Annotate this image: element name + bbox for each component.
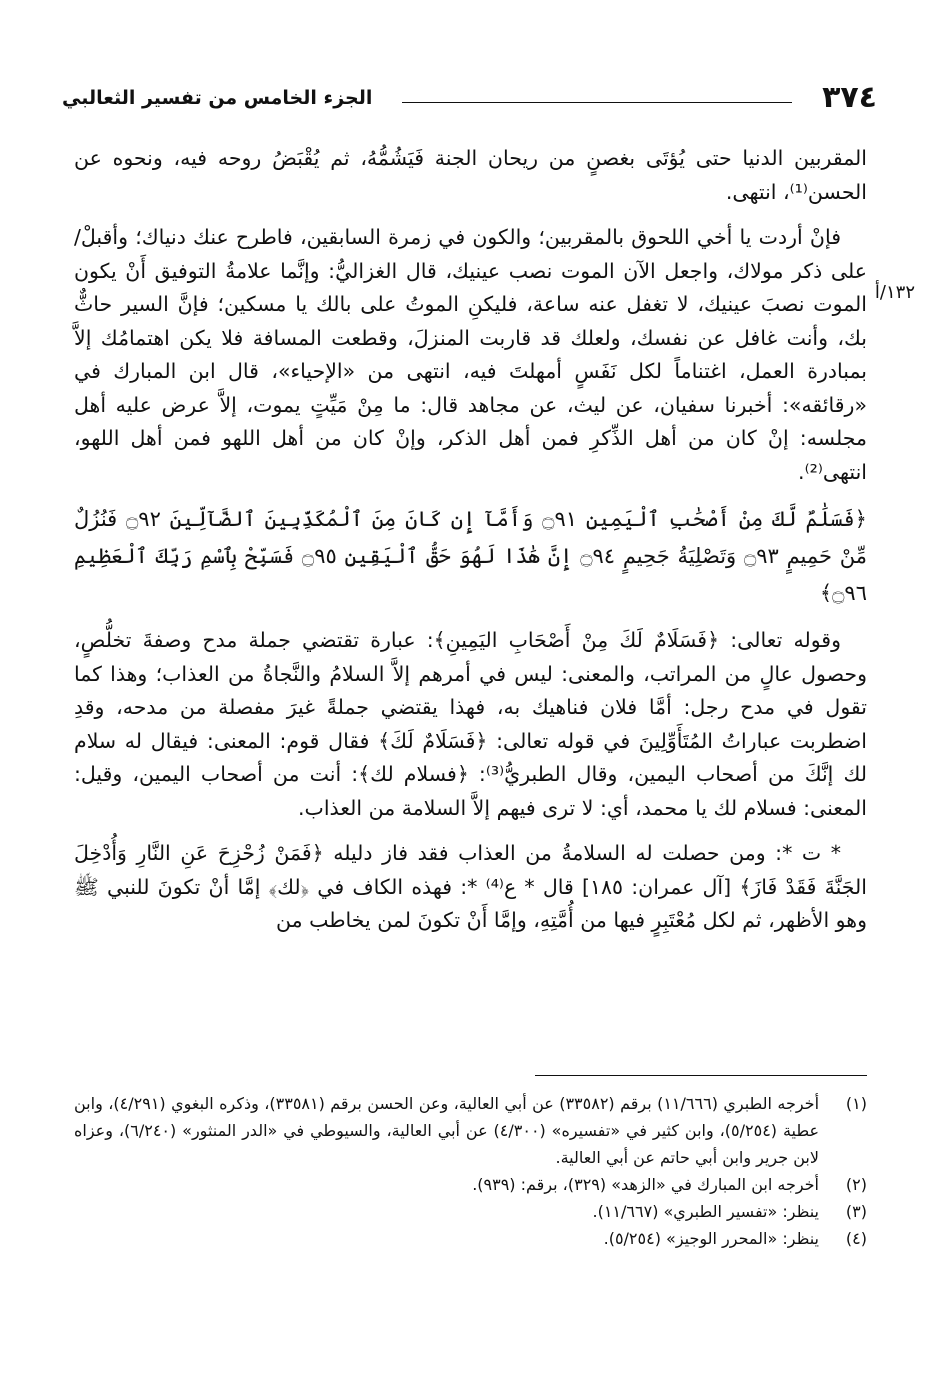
main-text bbox=[74, 142, 867, 938]
footnotes bbox=[74, 1090, 867, 1252]
footnote bbox=[74, 1198, 867, 1225]
footnote-number: (٢) bbox=[845, 1175, 867, 1194]
footnote-number: (٣) bbox=[845, 1202, 867, 1221]
footnote-separator bbox=[535, 1075, 867, 1076]
footnote-text: أخرجه ابن المبارك في «الزهد» (٣٢٩)، برقم: (٩٣٩). bbox=[472, 1175, 819, 1194]
running-title: الجزء الخامس من تفسير الثعالبي bbox=[62, 87, 373, 109]
footnote bbox=[74, 1225, 867, 1252]
footnote-text: ينظر: «المحرر الوجيز» (٥/٢٥٤). bbox=[603, 1229, 819, 1248]
footnote bbox=[74, 1090, 867, 1171]
quran-verse-block: ﴿فَسَلَٰمٌ لَّكَ مِنْ أَصْحَٰبِ ٱلْيَمِينِ ۝٩١ وَأَمَّآ إِن كَانَ مِنَ ٱلْمُكَذِّبِينَ ٱلضَّآلِّينَ ۝٩٢ فَنُزُلٌ مِّنْ حَمِيمٍ ۝٩٣ وَتَصْلِيَةُ جَحِيمٍ ۝٩٤ إِنَّ هَٰذَا لَهُوَ حَقُّ ٱلْيَقِينِ ۝٩٥ فَسَبِّحْ بِٱسْمِ رَبِّكَ ٱلْعَظِيمِ ۝٩٦﴾ bbox=[74, 507, 868, 605]
footnote-number: (١) bbox=[845, 1094, 867, 1113]
footnote-text: أخرجه الطبري (١١/٦٦٦) برقم (٣٣٥٨٢) عن أبي العالية، وعن الحسن برقم (٣٣٥٨١)، وذكره البغوي (٤/٢٩١)، وابن عطية (٥/٢٥٤)، وابن كثير في «تفسيره» (٤/٣٠٠) عن أبي العالية، والسيوطي في «الدر المنثور» (٦/٢٤٠)، وعزاه لابن جرير وابن أبي حاتم عن أبي العالية. bbox=[74, 1094, 820, 1167]
footnote-number: (٤) bbox=[845, 1229, 867, 1248]
paragraph: * ت *: ومن حصلت له السلامةُ من العذاب فقد فاز دليله ﴿فَمَنْ زُحْزِحَ عَنِ النَّارِ وَأُدْخِلَ الجَنَّةَ فَقَدْ فَازَ﴾ [آل عمران: ١٨٥] قال * ع⁽⁴⁾ *: فهذه الكاف في ﴿لك﴾ إمَّا أنْ تكونَ للنبي ﷺ وهو الأظهر، ثم لكل مُعْتَبِرٍ فيها من أُمَّتِهِ، وإمَّا أَنْ تكونَ لمن يخاطب من bbox=[74, 841, 867, 932]
paragraph: وقوله تعالى: ﴿فَسَلَامٌ لَكَ مِنْ أَصْحَابِ اليَمِينِ﴾: عبارة تقتضي جملة مدح وصفةَ تخلُّصٍ، وحصول عالٍ من المراتب، والمعنى: ليس في أمرهم إلاَّ السلامُ والنَّجاةُ من العذاب؛ وهذا كما تقول في مدح رجل: أمَّا فلان فناهيك به، فهذا يقتضي جملةً غيرَ مفصلة من مدحه، وقدِ اضطربت عباراتُ المُتَأَوِّلِينَ في قوله تعالى: ﴿فَسَلَامٌ لَكَ﴾ فقال قوم: المعنى: فيقال له سلام لك إنَّكَ من أصحاب اليمين، وقال الطبريُّ⁽³⁾: ﴿فسلام لك﴾: أنت من أصحاب اليمين، وقيل: المعنى: فسلام لك يا محمد، أي: لا ترى فيهم إلاَّ السلامة من العذاب. bbox=[74, 628, 867, 820]
page-number: ٣٧٤ bbox=[822, 80, 877, 115]
header-rule bbox=[402, 102, 792, 103]
footnote bbox=[74, 1171, 867, 1198]
page-header bbox=[62, 80, 877, 120]
manuscript-folio-marker: ١٣٢/أ bbox=[874, 282, 915, 303]
paragraph: المقربين الدنيا حتى يُؤتَى بغصنٍ من ريحان الجنة فَيَشُمُّهُ، ثم يُقْبَضُ روحه فيه، ونحوه عن الحسن⁽¹⁾، انتهى. bbox=[74, 146, 867, 204]
paragraph: فإنْ أردت يا أخي اللحوق بالمقربين؛ والكون في زمرة السابقين، فاطرح عنك دنياك؛ وأقبلْ/ على ذكر مولاك، واجعل الآن الموت نصب عينيك، قال الغزاليُّ: وإنَّما علامةُ التوفيق أَنْ يكون الموت نصبَ عينيك، لا تغفل عنه ساعة، فليكنِ الموتُ على بالك يا مسكين؛ فإنَّ السير حاثٌّ بك، وأنت غافل عن نفسك، ولعلك قد قاربت المنزلَ، وقطعت المسافة فلا يكن اهتمامُك إلاَّ بمبادرة العمل، اغتناماً لكل نَفَسٍ أمهلتَ فيه، انتهى من «الإحياء»، قال ابن المبارك في «رقائقه»: أخبرنا سفيان، عن ليث، عن مجاهد قال: ما مِنْ مَيِّتٍ يموت، إلاَّ عرض عليه أهل مجلسه: إنْ كان من أهل الذِّكرِ فمن أهل الذكر، وإنْ كان من أهل اللهو فمن أهل اللهو، انتهى⁽²⁾. bbox=[74, 225, 867, 484]
footnote-text: ينظر: «تفسير الطبري» (١١/٦٦٧). bbox=[592, 1202, 819, 1221]
